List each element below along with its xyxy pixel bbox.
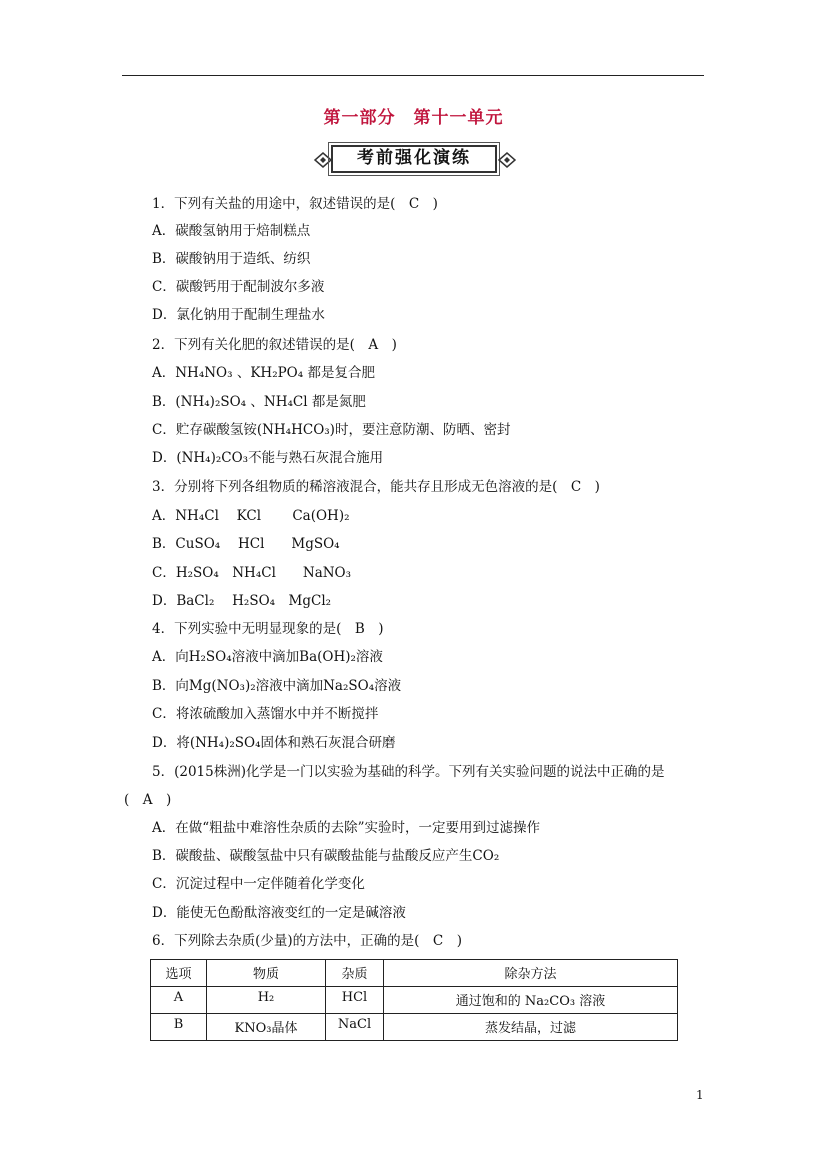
question-2-option-c: C．贮存碳酸氢铵(NH₄HCO₃)时，要注意防潮、防晒、密封 — [152, 422, 511, 438]
question-1-option-a: A．碳酸氢钠用于焙制糕点 — [152, 223, 311, 239]
table-header-cell: 物质 — [207, 960, 326, 987]
question-4-stem: 4．下列实验中无明显现象的是( B ) — [152, 621, 384, 637]
table-cell: B — [151, 1014, 207, 1041]
question-5-option-d: D．能使无色酚酞溶液变红的一定是碱溶液 — [152, 905, 406, 921]
question-4-option-c: C．将浓硫酸加入蒸馏水中并不断搅拌 — [152, 706, 379, 722]
question-4-option-a: A．向H₂SO₄溶液中滴加Ba(OH)₂溶液 — [152, 649, 383, 665]
question-5-stem-continued: ( A ) — [124, 792, 172, 808]
table-cell: A — [151, 987, 207, 1014]
table-cell: KNO₃晶体 — [207, 1014, 326, 1041]
question-1-option-d: D．氯化钠用于配制生理盐水 — [152, 307, 325, 323]
question-2-option-b: B．(NH₄)₂SO₄ 、NH₄Cl 都是氮肥 — [152, 394, 366, 410]
page-title: 第一部分 第十一单元 — [323, 108, 504, 128]
banner-left-ornament — [313, 143, 333, 177]
question-1-option-b: B．碳酸钠用于造纸、纺织 — [152, 251, 311, 267]
table-header-cell: 杂质 — [326, 960, 384, 987]
table-cell: HCl — [326, 987, 384, 1014]
header-rule — [122, 75, 704, 76]
question-3-option-c: C．H₂SO₄ NH₄Cl NaNO₃ — [152, 565, 352, 581]
table-cell: 通过饱和的 Na₂CO₃ 溶液 — [384, 987, 678, 1014]
banner-title: 考前强化演练 — [357, 148, 471, 168]
question-3-option-b: B．CuSO₄ HCl MgSO₄ — [152, 536, 340, 552]
question-3-option-d: D．BaCl₂ H₂SO₄ MgCl₂ — [152, 593, 332, 609]
table-row — [151, 1014, 678, 1041]
table-row — [151, 987, 678, 1014]
question-2-option-d: D．(NH₄)₂CO₃不能与熟石灰混合施用 — [152, 450, 384, 466]
table-cell: H₂ — [207, 987, 326, 1014]
question-5-stem: 5．(2015株洲)化学是一门以实验为基础的科学。下列有关实验问题的说法中正确的是 — [152, 764, 665, 780]
question-4-option-b: B．向Mg(NO₃)₂溶液中滴加Na₂SO₄溶液 — [152, 678, 402, 694]
question-1-stem: 1．下列有关盐的用途中，叙述错误的是( C ) — [152, 196, 438, 212]
table-header-cell: 选项 — [151, 960, 207, 987]
table-cell: 蒸发结晶，过滤 — [384, 1014, 678, 1041]
question-5-option-a: A．在做“粗盐中难溶性杂质的去除”实验时，一定要用到过滤操作 — [152, 820, 541, 836]
question-6-stem: 6．下列除去杂质(少量)的方法中，正确的是( C ) — [152, 933, 462, 949]
page-number: 1 — [696, 1088, 704, 1102]
question-3-stem: 3．分别将下列各组物质的稀溶液混合，能共存且形成无色溶液的是( C ) — [152, 479, 600, 495]
question-1-option-c: C．碳酸钙用于配制波尔多液 — [152, 279, 325, 295]
table-header-row — [151, 960, 678, 987]
banner-right-ornament — [497, 143, 517, 177]
question-4-option-d: D．将(NH₄)₂SO₄固体和熟石灰混合研磨 — [152, 735, 396, 751]
question-5-option-c: C．沉淀过程中一定伴随着化学变化 — [152, 876, 365, 892]
question-3-option-a: A．NH₄Cl KCl Ca(OH)₂ — [152, 508, 350, 524]
section-banner — [313, 143, 517, 177]
question-2-stem: 2．下列有关化肥的叙述错误的是( A ) — [152, 337, 397, 353]
question-5-option-b: B．碳酸盐、碳酸氢盐中只有碳酸盐能与盐酸反应产生CO₂ — [152, 848, 500, 864]
impurity-removal-table — [150, 959, 678, 1041]
table-cell: NaCl — [326, 1014, 384, 1041]
question-2-option-a: A．NH₄NO₃ 、KH₂PO₄ 都是复合肥 — [152, 365, 375, 381]
table-header-cell: 除杂方法 — [384, 960, 678, 987]
